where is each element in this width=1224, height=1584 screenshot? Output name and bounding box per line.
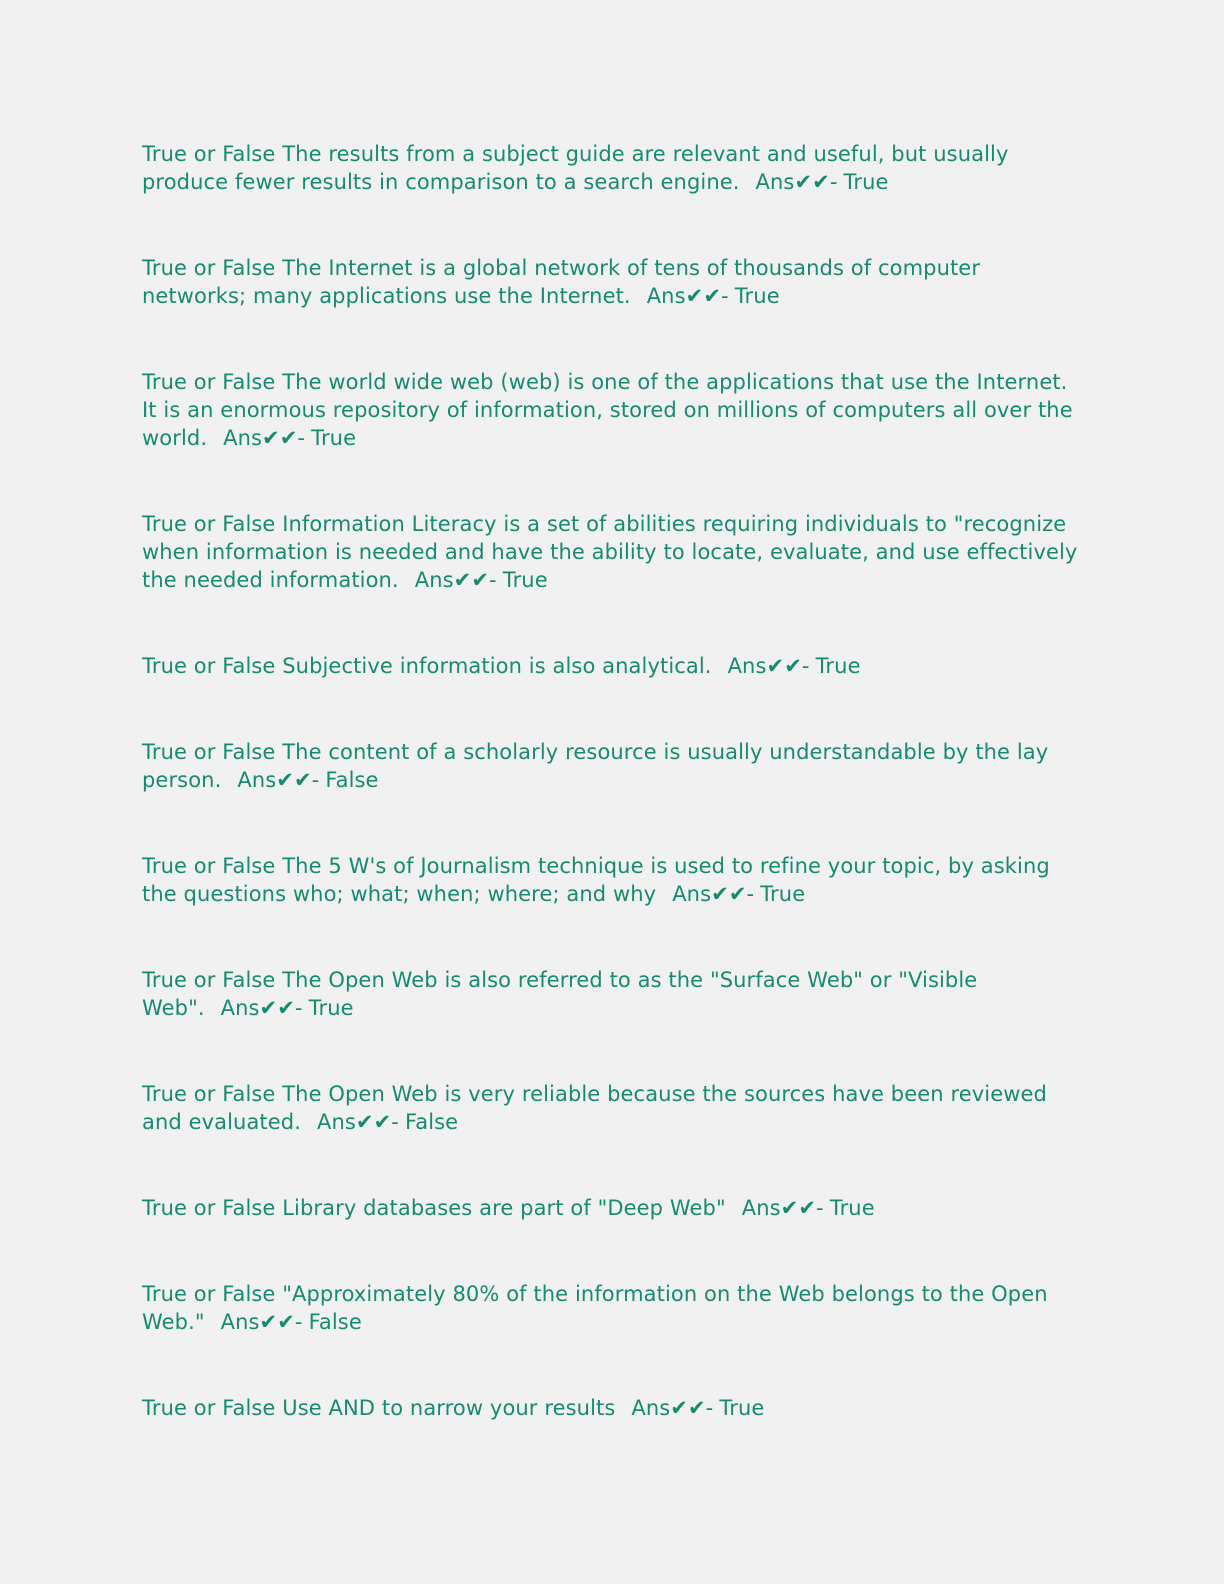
qa-item [142, 852, 1080, 908]
answer-text: True [719, 1396, 765, 1420]
answer-text: True [308, 996, 354, 1020]
answer-text: True [734, 284, 780, 308]
question-text: True or False The content of a scholarly resource is usually understandable by the lay person. [142, 740, 1049, 792]
qa-item [142, 254, 1080, 310]
question-text: True or False The Internet is a global network of tens of thousands of computer networks; many applications use the Internet. [142, 256, 981, 308]
question-text: True or False Library databases are part of "Deep Web" [142, 1196, 726, 1220]
question-text: True or False Subjective information is also analytical. [142, 654, 712, 678]
answer-marker: Ans✔✔- [220, 996, 303, 1020]
answer-marker: Ans✔✔- [646, 284, 729, 308]
question-text: True or False The 5 W's of Journalism technique is used to refine your topic, by asking the questions who; what; when; where; and why [142, 854, 1050, 906]
qa-item [142, 1080, 1080, 1136]
qa-item [142, 1280, 1080, 1336]
question-text: True or False Use AND to narrow your results [142, 1396, 616, 1420]
answer-marker: Ans✔✔- [631, 1396, 714, 1420]
answer-text: True [815, 654, 861, 678]
answer-marker: Ans✔✔- [220, 1310, 303, 1334]
question-text: True or False The Open Web is very reliable because the sources have been reviewed and evaluated. [142, 1082, 1047, 1134]
answer-text: False [404, 1110, 459, 1134]
answer-marker: Ans✔✔- [755, 170, 838, 194]
answer-marker: Ans✔✔- [223, 426, 306, 450]
question-text: True or False Information Literacy is a set of abilities requiring individuals to "recognize when information is needed and have the ability to locate, evaluate, and use effectively the needed information. [142, 512, 1078, 592]
answer-text: False [325, 768, 379, 792]
qa-item [142, 1194, 1080, 1222]
answer-marker: Ans✔✔- [316, 1110, 399, 1134]
answer-marker: Ans✔✔- [727, 654, 810, 678]
answer-text: True [760, 882, 806, 906]
question-text: True or False "Approximately 80% of the information on the Web belongs to the Open Web." [142, 1282, 1048, 1334]
question-text: True or False The world wide web (web) is one of the applications that use the Internet. It is an enormous repository of information, stored on millions of computers all over the world. [142, 370, 1073, 450]
qa-item [142, 368, 1080, 452]
answer-text: True [829, 1196, 875, 1220]
question-text: True or False The Open Web is also referred to as the "Surface Web" or "Visible Web". [142, 968, 978, 1020]
answer-text: True [311, 426, 357, 450]
question-list [142, 140, 1080, 1480]
answer-marker: Ans✔✔- [237, 768, 320, 792]
answer-text: False [308, 1310, 362, 1334]
question-text: True or False The results from a subject guide are relevant and useful, but usually produce fewer results in comparison to a search engine. [142, 142, 1009, 194]
qa-item [142, 140, 1080, 196]
qa-item [142, 1394, 1080, 1422]
answer-text: True [502, 568, 548, 592]
qa-item [142, 738, 1080, 794]
answer-text: True [843, 170, 889, 194]
answer-marker: Ans✔✔- [672, 882, 755, 906]
qa-item [142, 510, 1080, 594]
answer-marker: Ans✔✔- [741, 1196, 824, 1220]
qa-item [142, 652, 1080, 680]
qa-item [142, 966, 1080, 1022]
answer-marker: Ans✔✔- [414, 568, 497, 592]
